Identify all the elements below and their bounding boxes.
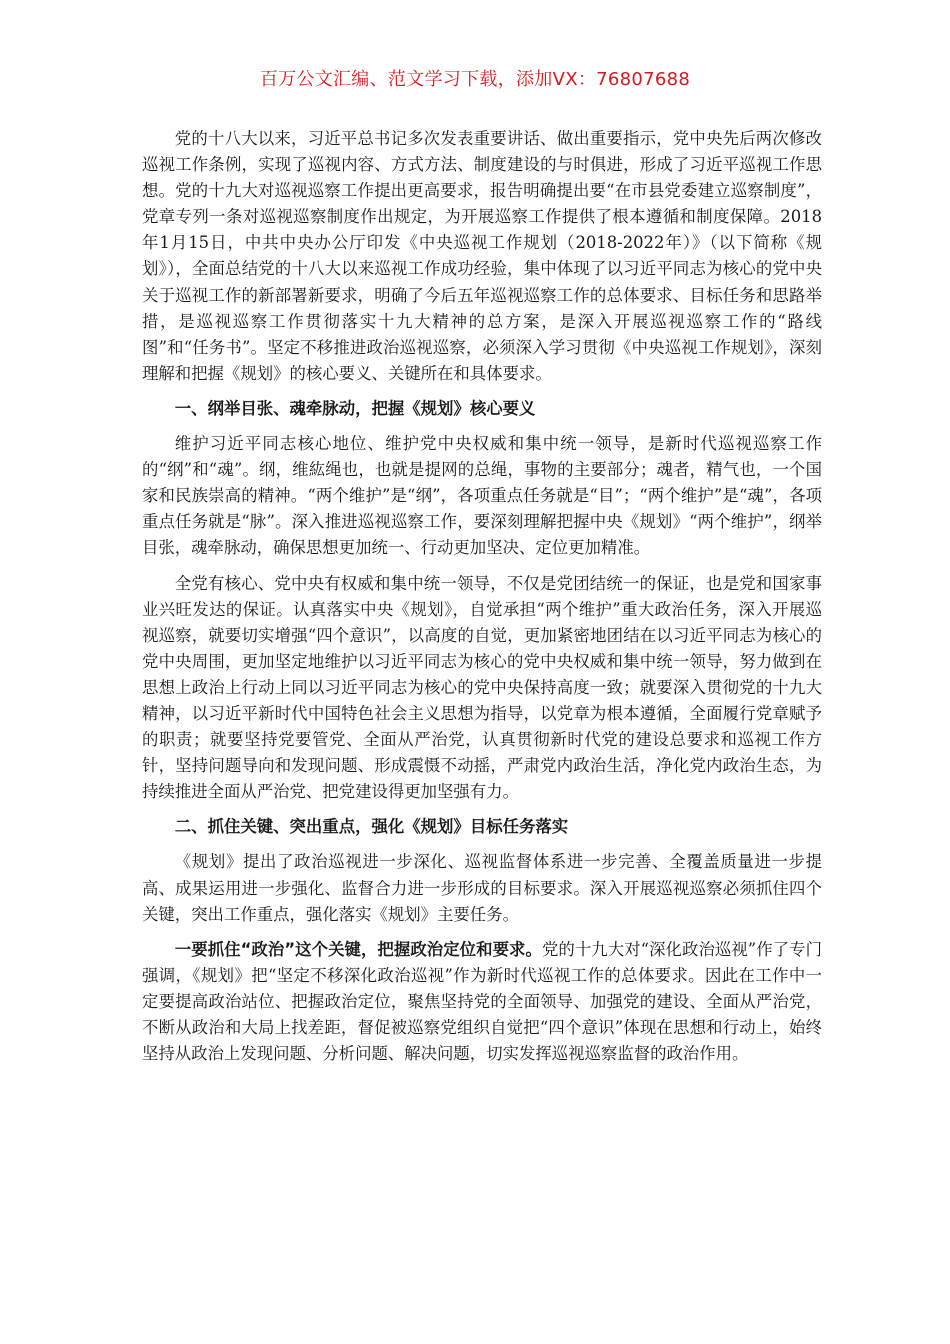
section-2-paragraph-1: 《规划》提出了政治巡视进一步深化、巡视监督体系进一步完善、全覆盖质量进一步提高、成果运用进一步强化、监督合力进一步形成的目标要求。深入开展巡视巡察必须抓住四个关键，突出工作重点，强化落实《规划》主要任务。 <box>142 852 822 924</box>
banner-text: 百万公文汇编、范文学习下载，添加VX：76807688 <box>259 69 691 90</box>
section-1-paragraph-2: 全党有核心、党中央有权威和集中统一领导，不仅是党团结统一的保证，也是党和国家事业兴旺发达的保证。认真落实中央《规划》，自觉承担“两个维护”重大政治任务，深入开展巡视巡察，就要切实增强“四个意识”，以高度的自觉，更加紧密地团结在以习近平同志为核心的党中央周围，更加坚定地维护以习近平同志为核心的党中央权威和集中统一领导，努力做到在思想上政治上行动上同以习近平同志为核心的党中央保持高度一致；就要深入贯彻党的十九大精神，以习近平新时代中国特色社会主义思想为指导，以党章为根本遵循，全面履行党章赋予的职责；就要坚持党要管党、全面从严治党，认真贯彻新时代党的建设总要求和巡视工作方针，坚持问题导向和发现问题、形成震慑不动摇，严肃党内政治生活，净化党内政治生态，为持续推进全面从严治党、把党建设得更加坚强有力。 <box>142 573 822 802</box>
section-heading-2: 二、抓住关键、突出重点，强化《规划》目标任务落实 <box>174 817 569 837</box>
intro-paragraph: 党的十八大以来，习近平总书记多次发表重要讲话、做出重要指示，党中央先后两次修改巡视工作条例，实现了巡视内容、方式方法、制度建设的与时俱进，形成了习近平巡视工作思想。党的十九大对巡视巡察工作提出更高要求，报告明确提出要“在市县党委建立巡察制度”，党章专列一条对巡视巡察制度作出规定，为开展巡察工作提供了根本遵循和制度保障。2018年1月15日，中共中央办公厅印发《中央巡视工作规划（2018-2022年）》（以下简称《规划》），全面总结党的十八大以来巡视工作成功经验，集中体现了以习近平同志为核心的党中央关于巡视工作的新部署新要求，明确了今后五年巡视巡察工作的总体要求、目标任务和思路举措，是巡视巡察工作贯彻落实十九大精神的总方案，是深入开展巡视巡察工作的“路线图”和“任务书”。坚定不移推进政治巡视巡察，必须深入学习贯彻《中央巡视工作规划》，深刻理解和把握《规划》的核心要义、关键所在和具体要求。 <box>142 129 822 383</box>
section-1-paragraph-1: 维护习近平同志核心地位、维护党中央权威和集中统一领导，是新时代巡视巡察工作的“纲”和“魂”。纲，维紘绳也，也就是提网的总绳，事物的主要部分；魂者，精气也，一个国家和民族崇高的精神。“两个维护”是“纲”，各项重点任务就是“目”；“两个维护”是“魂”，各项重点任务就是“脉”。深入推进巡视巡察工作，要深刻理解把握中央《规划》“两个维护”，纲举目张，魂牵脉动，确保思想更加统一、行动更加坚决、定位更加精准。 <box>142 434 822 558</box>
paragraph-body-text: 党的十九大对“深化政治巡视”作了专门强调，《规划》把“坚定不移深化政治巡视”作为新时代巡视工作的总体要求。因此在工作中一定要提高政治站位、把握政治定位，聚焦坚持党的全面领导、加强党的建设、全面从严治党，不断从政治和大局上找差距，督促被巡察党组织自觉把“四个意识”体现在思想和行动上，始终坚持从政治上发现问题、分析问题、解决问题，切实发挥巡视巡察监督的政治作用。 <box>142 939 822 1064</box>
section-2-paragraph-2 <box>142 937 822 1067</box>
document-body <box>142 126 822 1067</box>
watermark-banner <box>0 68 950 92</box>
paragraph-lead-sentence: 一要抓住“政治”这个关键，把握政治定位和要求。 <box>174 939 542 959</box>
section-heading-1: 一、纲举目张、魂牵脉动，把握《规划》核心要义 <box>174 398 536 418</box>
